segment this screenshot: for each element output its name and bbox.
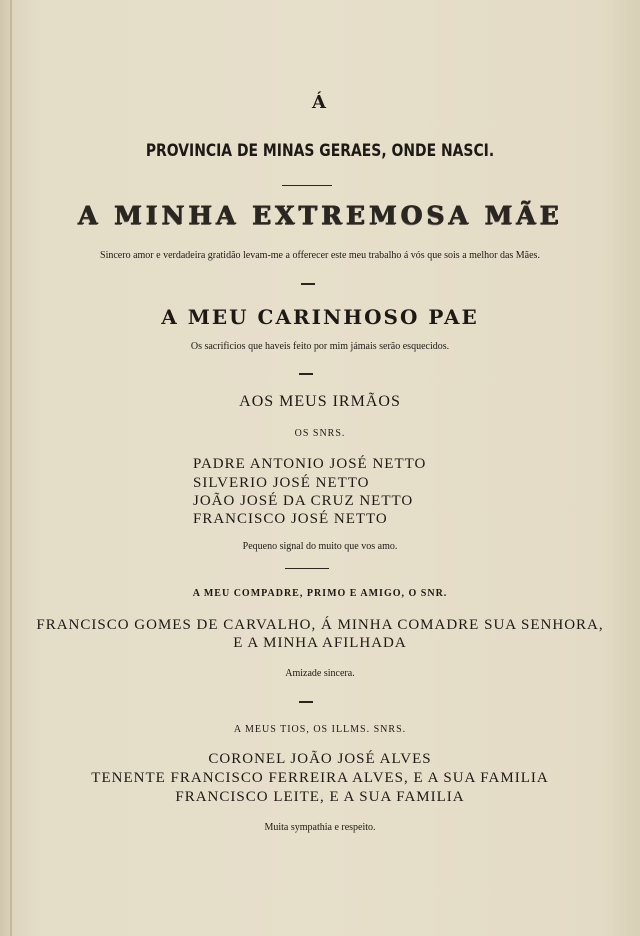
- text-pae: Os sacrificios que haveis feito por mim jámais serão esquecidos.: [190, 341, 450, 352]
- text-tios: Muita sympathia e respeito.: [264, 822, 376, 833]
- title-a: Á: [312, 92, 328, 113]
- irmaos-name: PADRE ANTONIO JOSÉ NETTO: [193, 456, 427, 472]
- heading-pae: A MEU CARINHOSO PAE: [161, 305, 479, 329]
- text-compadre: Amizade sincera.: [285, 668, 355, 679]
- tios-name: TENENTE FRANCISCO FERREIRA ALVES, E A SUA FAMILIA: [91, 770, 549, 786]
- divider-rule: [285, 568, 329, 569]
- title-provincia: PROVINCIA DE MINAS GERAES, ONDE NASCI.: [145, 141, 495, 161]
- irmaos-name: JOÃO JOSÉ DA CRUZ NETTO: [193, 493, 414, 509]
- compadre-name: FRANCISCO GOMES DE CARVALHO, Á MINHA COMADRE SUA SENHORA,: [36, 617, 604, 633]
- compadre-name: E A MINHA AFILHADA: [233, 635, 407, 651]
- divider-dash: [299, 701, 313, 703]
- tios-name: FRANCISCO LEITE, E A SUA FAMILIA: [175, 789, 465, 805]
- irmaos-name: SILVERIO JOSÉ NETTO: [193, 475, 370, 491]
- text-mae: Sincero amor e verdadeira gratidão levam-me a offerecer este meu trabalho á vós que sois a melhor das Mães.: [100, 250, 540, 261]
- tios-name: CORONEL JOÃO JOSÉ ALVES: [208, 751, 432, 767]
- divider-dash: [301, 283, 315, 285]
- subheading-irmaos: OS SNRS.: [294, 428, 346, 439]
- text-irmaos: Pequeno signal do muito que vos amo.: [242, 541, 398, 552]
- divider-rule: [282, 185, 332, 186]
- heading-compadre: A MEU COMPADRE, PRIMO E AMIGO, O SNR.: [192, 588, 448, 599]
- irmaos-name: FRANCISCO JOSÉ NETTO: [193, 511, 388, 527]
- heading-irmaos: AOS MEUS IRMÃOS: [239, 393, 401, 410]
- heading-tios: A MEUS TIOS, OS ILLMS. SNRS.: [233, 724, 407, 735]
- divider-dash: [299, 373, 313, 375]
- heading-mae: A MINHA EXTREMOSA MÃE: [77, 201, 563, 230]
